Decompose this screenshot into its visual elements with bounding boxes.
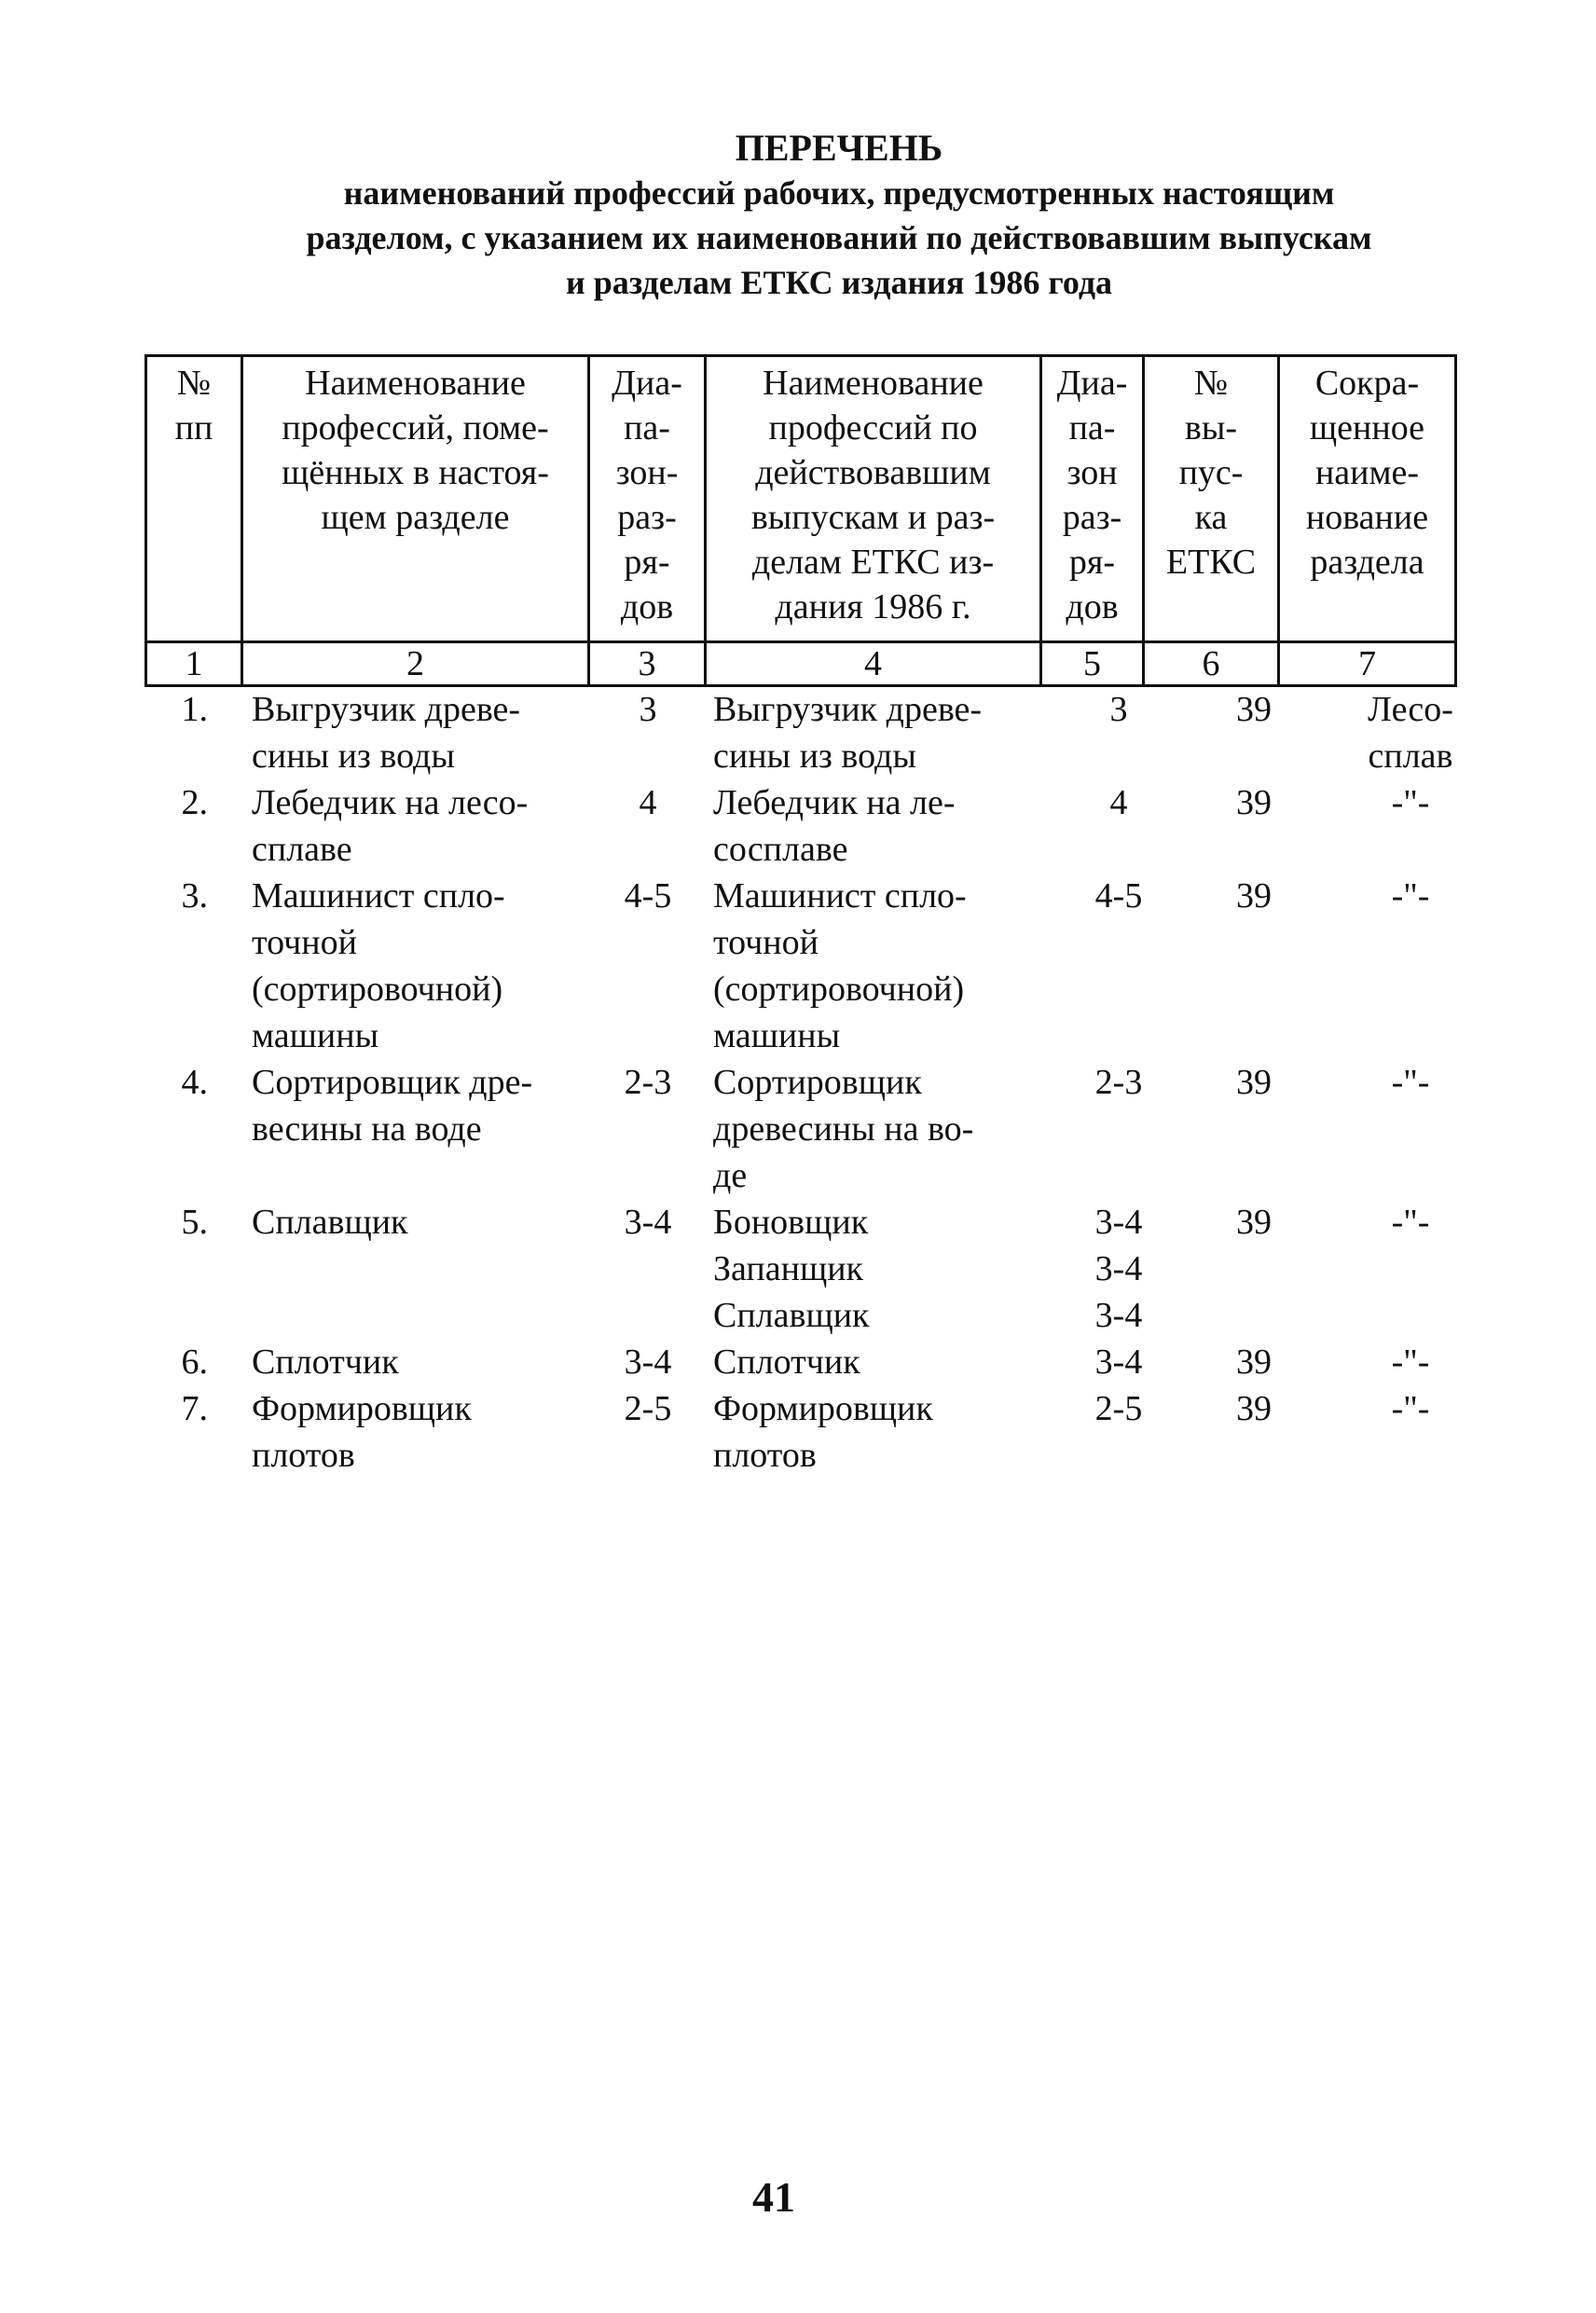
profession-name <box>252 1059 559 1152</box>
table-row <box>144 873 1468 1059</box>
old-grade-range-line: 3-4 <box>1094 1342 1143 1382</box>
old-profession-name <box>713 686 1049 779</box>
section-short-name-line: Лесо- <box>1368 690 1453 729</box>
row-number <box>144 1199 208 1246</box>
header-text-line: раздела <box>1310 543 1424 582</box>
table-row <box>144 1339 1468 1385</box>
column-number: 2 <box>242 642 589 686</box>
header-text-line: щённых в настоя- <box>282 453 549 492</box>
header-text-line: Сокра- <box>1314 364 1420 403</box>
etks-issue-number <box>1184 779 1324 826</box>
column-number: 7 <box>1279 642 1456 686</box>
row-number <box>144 779 208 826</box>
etks-issue-number-line: 39 <box>1236 1389 1272 1428</box>
column-number: 4 <box>706 642 1041 686</box>
old-profession-name-line: сосплаве <box>713 830 848 869</box>
old-grade-range-line: 3 <box>1109 690 1128 729</box>
old-profession-name <box>713 1059 1049 1199</box>
row-number-line: 2. <box>181 783 208 822</box>
old-grade-range-line: 2-3 <box>1094 1063 1143 1102</box>
old-profession-name-line: Машинист спло- <box>713 876 967 916</box>
old-profession-name-line: Боновщик <box>713 1203 869 1242</box>
old-grade-range <box>1053 1339 1184 1385</box>
header-text-line: дов <box>620 587 674 626</box>
profession-name <box>252 1199 559 1246</box>
old-profession-name <box>713 873 1049 1059</box>
section-short-name <box>1321 1339 1500 1385</box>
header-cell-7 <box>1279 356 1456 642</box>
header-text-line: щенное <box>1309 408 1425 447</box>
old-profession-name <box>713 1199 1049 1339</box>
section-short-name <box>1321 779 1500 826</box>
old-profession-name-line: Запанщик <box>713 1249 863 1288</box>
section-short-name <box>1321 1385 1500 1432</box>
profession-name-line: Лебедчик на лесо- <box>252 783 529 822</box>
header-text-line: профессий по <box>768 408 978 447</box>
grade-range <box>583 873 713 919</box>
old-grade-range <box>1053 779 1184 826</box>
header-cell-3 <box>589 356 706 642</box>
header-cell-4 <box>706 356 1041 642</box>
table-row <box>144 1199 1468 1339</box>
section-short-name-line: -"- <box>1391 783 1430 822</box>
etks-issue-number-line: 39 <box>1236 876 1272 916</box>
row-number-line: 7. <box>181 1389 208 1428</box>
old-grade-range <box>1053 1199 1184 1339</box>
etks-issue-number <box>1184 1199 1324 1246</box>
section-short-name-line: -"- <box>1391 1342 1430 1382</box>
old-profession-name <box>713 1385 1049 1479</box>
old-grade-range <box>1053 1059 1184 1106</box>
old-profession-name-line: Сплотчик <box>713 1342 860 1382</box>
header-text-line: пус- <box>1178 453 1244 492</box>
title-line-1: ПЕРЕЧЕНЬ <box>735 127 943 169</box>
grade-range-line: 2-3 <box>624 1063 672 1102</box>
header-text-line: Наименование <box>305 364 526 403</box>
header-text-line: № <box>176 364 212 403</box>
header-text-line: наиме- <box>1314 453 1420 492</box>
grade-range-line: 4 <box>639 783 657 822</box>
profession-name <box>252 873 559 1059</box>
row-number-line: 1. <box>181 690 208 729</box>
old-profession-name-line: (сортировочной) <box>713 970 965 1009</box>
row-number <box>144 686 208 733</box>
profession-name <box>252 1339 559 1385</box>
header-text-line: Диа- <box>1056 364 1128 403</box>
document-title <box>140 126 1538 305</box>
table-row <box>144 686 1468 779</box>
section-short-name <box>1321 1059 1500 1106</box>
profession-name-line: точной <box>252 923 357 962</box>
etks-issue-number-line: 39 <box>1236 1342 1272 1382</box>
section-short-name <box>1321 1199 1500 1246</box>
etks-issue-number-line: 39 <box>1236 1203 1272 1242</box>
row-number <box>144 1339 208 1385</box>
section-short-name <box>1321 873 1500 919</box>
row-number-line: 4. <box>181 1063 208 1102</box>
row-number-line: 6. <box>181 1342 208 1382</box>
profession-name-line: Сплавщик <box>252 1203 408 1242</box>
profession-name-line: сплаве <box>252 830 352 869</box>
old-profession-name-line: Сортировщик <box>713 1063 922 1102</box>
header-row <box>146 356 1456 642</box>
header-text-line: Наименование <box>763 364 984 403</box>
column-number: 5 <box>1041 642 1144 686</box>
old-profession-name-line: машины <box>713 1016 841 1055</box>
old-grade-range <box>1053 873 1184 919</box>
title-line-2: наименований профессий рабочих, предусмотренных настоящим <box>343 174 1335 212</box>
profession-name-line: весины на воде <box>252 1109 482 1149</box>
profession-name <box>252 1385 559 1479</box>
old-profession-name-line: Выгрузчик древе- <box>713 690 983 729</box>
old-profession-name <box>713 779 1049 873</box>
old-grade-range-line: 2-5 <box>1094 1389 1143 1428</box>
table-row <box>144 1385 1468 1479</box>
profession-name <box>252 686 559 779</box>
header-cell-2 <box>242 356 589 642</box>
header-cell-1 <box>146 356 242 642</box>
old-profession-name-line: де <box>713 1156 748 1195</box>
header-text-line: действовавшим <box>755 453 991 492</box>
etks-issue-number <box>1184 1385 1324 1432</box>
old-profession-name-line: плотов <box>713 1436 817 1475</box>
title-line-3: разделом, с указанием их наименований по действовавшим выпускам <box>306 219 1372 256</box>
old-grade-range <box>1053 1385 1184 1432</box>
row-number <box>144 1059 208 1106</box>
table-row <box>144 1059 1468 1199</box>
table-row <box>144 779 1468 873</box>
grade-range <box>583 779 713 826</box>
title-line-4: и разделам ЕТКС издания 1986 года <box>565 264 1113 301</box>
etks-issue-number <box>1184 686 1324 733</box>
header-text-line: делам ЕТКС из- <box>751 543 995 582</box>
header-text-line: ря- <box>1068 543 1116 582</box>
section-short-name-line: -"- <box>1391 876 1430 916</box>
grade-range-line: 2-5 <box>624 1389 672 1428</box>
row-number-line: 3. <box>181 876 208 916</box>
grade-range-line: 3-4 <box>624 1203 672 1242</box>
grade-range <box>583 1385 713 1432</box>
old-grade-range-line: 3-4 <box>1094 1296 1143 1335</box>
old-grade-range-line: 4 <box>1109 783 1128 822</box>
profession-name-line: Сортировщик дре- <box>252 1063 533 1102</box>
header-cell-5 <box>1041 356 1144 642</box>
profession-name-line: Формировщик <box>252 1389 472 1428</box>
profession-name-line: машины <box>252 1016 379 1055</box>
column-number: 3 <box>589 642 706 686</box>
old-profession-name-line: Лебедчик на ле- <box>713 783 956 822</box>
header-text-line: профессий, поме- <box>282 408 549 447</box>
old-profession-name-line: Сплавщик <box>713 1296 870 1335</box>
etks-issue-number <box>1184 873 1324 919</box>
section-short-name-line: -"- <box>1391 1063 1430 1102</box>
etks-issue-number-line: 39 <box>1236 783 1272 822</box>
header-text-line: нование <box>1305 498 1429 537</box>
grade-range-line: 4-5 <box>624 876 672 916</box>
row-number <box>144 1385 208 1432</box>
grade-range <box>583 1199 713 1246</box>
header-text-line: па- <box>1068 408 1116 447</box>
etks-issue-number-line: 39 <box>1236 690 1272 729</box>
header-text-line: ря- <box>624 543 670 582</box>
profession-name-line: Машинист спло- <box>252 876 505 916</box>
header-text-line: раз- <box>1062 498 1122 537</box>
column-number: 1 <box>146 642 242 686</box>
etks-issue-number <box>1184 1059 1324 1106</box>
header-text-line: па- <box>624 408 670 447</box>
grade-range-line: 3 <box>639 690 657 729</box>
old-profession-name <box>713 1339 1049 1385</box>
header-text-line: раз- <box>617 498 677 537</box>
old-profession-name-line: древесины на во- <box>713 1109 974 1149</box>
profession-name <box>252 779 559 873</box>
header-text-line: дов <box>1066 587 1119 626</box>
grade-range <box>583 1339 713 1385</box>
header-text-line: вы- <box>1184 408 1238 447</box>
header-text-line: ЕТКС <box>1165 543 1257 582</box>
column-number: 6 <box>1144 642 1279 686</box>
profession-name-line: Выгрузчик древе- <box>252 690 521 729</box>
section-short-name-line: -"- <box>1391 1389 1430 1428</box>
old-grade-range-line: 4-5 <box>1094 876 1143 916</box>
profession-name-line: Сплотчик <box>252 1342 399 1382</box>
header-text-line: дания 1986 г. <box>775 587 971 626</box>
row-number <box>144 873 208 919</box>
row-number-line: 5. <box>181 1203 208 1242</box>
column-number-row <box>146 642 1456 686</box>
profession-name-line: (сортировочной) <box>252 970 503 1009</box>
page-number: 41 <box>752 2173 795 2221</box>
old-profession-name-line: точной <box>713 923 819 962</box>
header-text-line: зон- <box>615 453 679 492</box>
old-profession-name-line: Формировщик <box>713 1389 933 1428</box>
grade-range-line: 3-4 <box>624 1342 672 1382</box>
header-text-line: щем разделе <box>321 498 510 537</box>
profession-name-line: сины из воды <box>252 737 455 776</box>
old-profession-name-line: сины из воды <box>713 737 916 776</box>
grade-range <box>583 686 713 733</box>
etks-issue-number <box>1184 1339 1324 1385</box>
header-text-line: № <box>1193 364 1229 403</box>
old-grade-range-line: 3-4 <box>1094 1203 1143 1242</box>
header-text-line: Диа- <box>612 364 682 403</box>
old-grade-range-line: 3-4 <box>1094 1249 1143 1288</box>
header-text-line: выпускам и раз- <box>750 498 996 537</box>
section-short-name-line: сплав <box>1368 737 1453 776</box>
table-header <box>144 354 1457 687</box>
etks-issue-number-line: 39 <box>1236 1063 1272 1102</box>
profession-name-line: плотов <box>252 1436 355 1475</box>
section-short-name-line: -"- <box>1391 1203 1430 1242</box>
header-text-line: пп <box>174 408 213 447</box>
header-cell-6 <box>1144 356 1279 642</box>
section-short-name <box>1321 686 1500 779</box>
header-text-line: зон <box>1066 453 1118 492</box>
header-text-line: ка <box>1194 498 1228 537</box>
grade-range <box>583 1059 713 1106</box>
old-grade-range <box>1053 686 1184 733</box>
